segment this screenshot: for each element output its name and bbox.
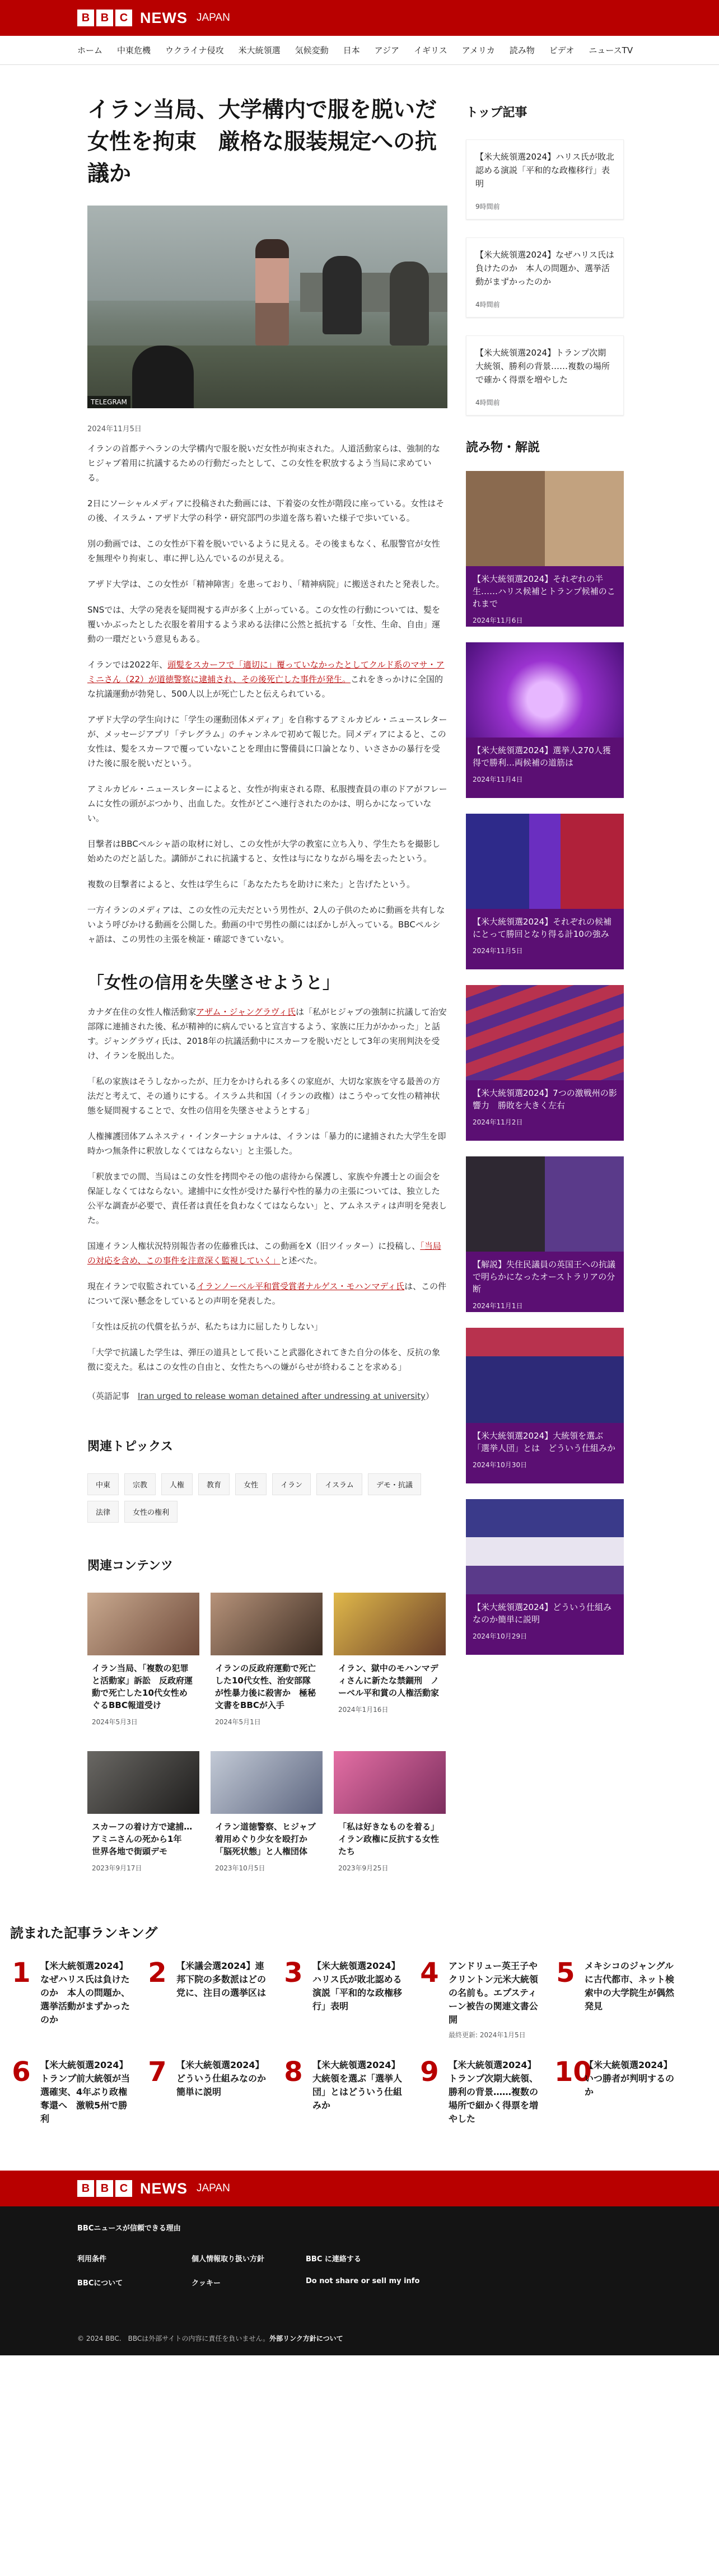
cookies-link[interactable]: クッキー [192,2279,221,2288]
article-paragraph: 「釈放までの間、当局はこの女性を拷問やその他の虐待から保護し、家族や弁護士との面会を保証しなくてはならない。逮捕中に女性が受けた暴行や性的暴力の主張については、独立した公平な調査が必要で、責任者は責任を負わなくてはならない」と、アムネスティは声明を発表した。 [87,1172,447,1225]
rank-title: 【米大統領選2024】トランプ次期大統領、勝利の背景……複数の場所で細かく得票を増やした [449,2060,539,2124]
top-story-title: 【米大統領選2024】トランプ次期大統領、勝利の背景……複数の場所で確かく得票を増やした [475,348,610,385]
article-paragraph: アミルカビル・ニュースレターによると、女性が拘束される際、私服捜査員の車のドアがフレームに女性の頭がぶつかり、出血した。女性がどこへ連行されたのかは、明らかになっていない。 [87,784,447,823]
english-article-link[interactable]: Iran urged to release woman detained after undressing at university [138,1391,426,1401]
about-bbc-link[interactable]: BBCについて [77,2279,123,2288]
feature-date: 2024年10月30日 [473,1461,527,1469]
article-hero-image [87,206,447,408]
mahsa-amini-link[interactable]: 頭髪をスカーフで「適切に」覆っていなかったとしてクルド系のマサ・アミニさん（22）が道徳警察に逮捕され、その後死亡した事件が発生。 [87,660,445,684]
nav-item-video[interactable]: ビデオ [549,45,575,55]
rank-number: 3 [284,1957,303,1989]
topic-tag[interactable]: 女性の権利 [124,1501,178,1523]
nav-item-us-election[interactable]: 米大統領選 [238,45,281,55]
article-paragraph: 国連イラン人権状況特別報告者の佐藤雅氏は、この動画をX（旧ツイッター）に投稿し、「当局の対応を含め、この事件を注意深く監視していく」と述べた。 [87,1241,441,1266]
feature-image [466,1156,624,1252]
related-card[interactable] [87,1751,199,1880]
article-paragraph: 一方イランのメディアは、この女性の元夫だという男性が、2人の子供のために動画を共有しないよう呼びかける動画を公開した。動画の中で男性の顔にはぼかしが入っている。BBCペルシャ語は、この男性の主張を検証・確認できていない。 [87,905,445,944]
topic-tag[interactable]: 人権 [161,1473,193,1495]
activist-link[interactable]: アザム・ジャングラヴィ氏 [196,1007,296,1017]
nav-item-ukraine[interactable]: ウクライナ侵攻 [165,45,224,55]
rank-title: アンドリュー英王子やクリントン元米大統領の名前も。エプスティーン被告の関連文書公開 [449,1961,539,2025]
top-story-time: 9時間前 [475,203,500,211]
nav-item-asia[interactable]: アジア [374,45,400,55]
main-navigation [0,36,719,65]
logo-japan-text: JAPAN [197,12,230,24]
topic-tag[interactable]: 宗教 [124,1473,156,1495]
rank-title: 【米大統領選2024】いつ勝者が判明するのか [585,2060,675,2097]
feature-title: 【解説】失住民議員の英国王への抗議で明らかになったオーストラリアの分断 [473,1259,616,1294]
feature-title: 【米大統領選2024】それぞれの候補にとって勝回となり得る計10の強み [473,917,612,939]
related-content-grid [87,1593,447,1880]
logo-box-c: C [115,10,132,26]
top-story-time: 4時間前 [475,301,500,309]
related-card[interactable] [334,1751,446,1880]
feature-date: 2024年11月4日 [473,776,523,783]
article-paragraph: 2日にソーシャルメディアに投稿された動画には、下着姿の女性が階段に座っている。女性はその後、イスラム・アザド大学の科学・研究部門の歩道を落ち着いた様子で歩いている。 [87,498,445,523]
logo-box-b1: B [77,10,94,26]
topic-tag[interactable]: イラン [272,1473,311,1495]
article-paragraph: SNSでは、大学の発表を疑問視する声が多く上がっている。この女性の行動については、髪を覆いかぶったとした衣服を着用するよう求める法律に公然と抵抗する「女性、生命、自由」運動の一環だという意見もある。 [87,605,441,644]
logo-japan-text: JAPAN [197,2182,230,2194]
nav-item-news-tv[interactable]: ニュースTV [589,45,633,55]
article-paragraph: 「私の家族はそうしなかったが、圧力をかけられる多くの家庭が、大切な家族を守る最善の方法だと考えて、その通りにする。イスラム共和国（イランの政権）はこうやって女性の精神状態を疑問視することで、女性の信用を失墜させようとする」 [87,1076,441,1116]
top-story-title: 【米大統領選2024】ハリス氏が敗北認める演説「平和的な政権移行」表明 [475,152,614,189]
feature-card[interactable] [466,471,624,627]
article-paragraph: イランの首都テヘランの大学構内で服を脱いだ女性が拘束された。人道活動家らは、強制的なヒジャブ着用に抗議するための行動だったとして、この女性を釈放するよう当局に求めている。 [87,444,441,483]
most-read-item[interactable] [282,1959,418,2040]
nobel-laureate-link[interactable]: イランノーベル平和賞受賞者ナルゲス・モハンマディ氏 [197,1281,405,1291]
related-title: イラン道徳警察、ヒジャブ着用めぐり少女を殴打か 「脳死状態」と人権団体 [215,1822,316,1856]
related-date: 2023年9月17日 [92,1864,142,1872]
related-date: 2024年1月16日 [338,1706,389,1714]
feature-card[interactable] [466,985,624,1141]
feature-image [466,814,624,909]
top-stories-list [466,139,624,416]
article-paragraph: カナダ在住の女性人権活動家アザム・ジャングラヴィ氏は「私がヒジャブの強制に抗議して治安部隊に連捕された後、私が精神的に病んでいると宣言するよう、家族に圧力がかかった」と話す。ジャングラヴィ氏は、2018年の抗議活動中にスカーフを脱いだとして3年の実刑判決を受け、イランを脱出した。 [87,1007,447,1061]
nav-item-middle-east[interactable]: 中東危機 [117,45,151,55]
most-read-item[interactable] [418,1959,554,2040]
logo-news-text: NEWS [140,2180,188,2197]
related-topics-heading: 関連トピックス [87,1440,173,1454]
rank-number: 9 [420,2056,439,2088]
feature-image [466,471,624,566]
nav-item-home[interactable]: ホーム [77,45,103,55]
feature-title: 【米大統領選2024】大統領を選ぶ「選挙人団」とは どういう仕組みか [473,1431,616,1453]
page-content [0,65,719,1880]
nav-item-japan[interactable]: 日本 [343,45,360,55]
related-title: イラン、獄中のモハンマディさんに新たな禁錮刑 ノーベル平和賞の人権活動家 [338,1663,440,1698]
feature-title: 【米大統領選2024】それぞれの半生……ハリス候補とトランプ候補のこれまで [473,574,615,609]
rank-number: 4 [420,1957,439,1989]
related-date: 2024年5月3日 [92,1718,138,1726]
nav-item-uk[interactable]: イギリス [414,45,447,55]
feature-card[interactable] [466,1156,624,1312]
contact-link[interactable]: BBC に連絡する [306,2255,361,2264]
rank-title: 【米大統領選2024】トランプ前大統領が当選確実、4年ぶり政権奪還へ 激戦5州で勝利 [40,2060,130,2124]
logo-box-b2: B [96,10,113,26]
nav-item-america[interactable]: アメリカ [461,45,495,55]
feature-card[interactable] [466,1499,624,1655]
external-links-policy-link[interactable]: 外部リンク方針について [269,2335,343,2342]
related-thumbnail [334,1593,446,1655]
copyright: © 2024 BBC. BBCは外部サイトの内容に責任を負いません。外部リンク方針について [77,2335,343,2342]
sidebar [466,65,624,1880]
related-date: 2024年5月1日 [215,1718,261,1726]
related-card[interactable] [211,1751,323,1880]
nav-item-features[interactable]: 読み物 [509,45,535,55]
rank-number: 6 [12,2056,31,2088]
rank-title: 【米大統領選2024】大統領を選ぶ「選挙人団」とはどういう仕組みか [312,2060,403,2111]
related-title: イランの反政府運動で死亡した10代女性、治安部隊が性暴力後に殺害か 極秘文書をBBCが入手 [215,1663,316,1710]
feature-date: 2024年11月6日 [473,617,523,624]
article-paragraph: 現在イランで収監されているイランノーベル平和賞受賞者ナルゲス・モハンマディ氏は、この件について深い懸念をしているとの声明を発表した。 [87,1281,447,1306]
terms-link[interactable]: 利用条件 [77,2255,107,2264]
rank-title: 【米大統領選2024】ハリス氏が敗北認める演説「平和的な政権移行」表明 [312,1961,403,2012]
article-subheading: 「女性の信用を失墜させようと」 [87,973,339,993]
article-paragraph: 目撃者はBBCペルシャ語の取材に対し、この女性が大学の教室に立ち入り、学生たちを撮影し始めたのだと話した。講師がこれに抗議すると、女性は与になりながら場を去ったという。 [87,839,441,864]
topic-tag[interactable]: 女性 [235,1473,267,1495]
article-paragraph: イランでは2022年、頭髪をスカーフで「適切に」覆っていなかったとしてクルド系のマサ・アミニさん（22）が道徳警察に逮捕され、その後死亡した事件が発生。これをきっかけに全国的な抗議運動が勃発し、500人以上が死亡したと伝えられている。 [87,660,445,699]
feature-date: 2024年11月1日 [473,1302,523,1310]
related-card[interactable] [211,1593,323,1734]
feature-title: 【米大統領選2024】7つの激戦州の影響力 勝敗を大きく左右 [473,1088,617,1110]
feature-title: 【米大統領選2024】選挙人270人獲得で勝利…両候補の道筋は [473,745,611,768]
logo-box-b1: B [77,2180,94,2197]
most-read-item[interactable] [10,1959,146,2040]
rank-number: 5 [556,1957,575,1989]
rank-title: メキシコのジャングルに古代都市、ネット検索中の大学院生が偶然発見 [585,1961,675,2012]
rank-number: 8 [284,2056,303,2088]
article-paragraph: アザド大学の学生向けに「学生の運動団体メディア」を自称するアミルカビル・ニュースレターが、メッセージアプリ「テレグラム」のチャンネルで初めて報じた。同メディアによると、この女性は、髪をスカーフで覆っていないことを理由に警備員に口論となり、いささかの暴行を受けた後に服を脱いだという。 [87,715,447,768]
feature-card[interactable] [466,814,624,969]
related-date: 2023年9月25日 [338,1864,389,1872]
article-paragraph: 別の動画では、この女性が下着を脱いでいるように見える。その後まもなく、私服警官が女性を無理やり拘束し、車に押し込んでいるのが見える。 [87,539,440,563]
article-paragraph: アザド大学は、この女性が「精神障害」を患っており、「精神病院」に搬送されたと発表した。 [87,579,445,589]
rank-title: 【米大統領選2024】なぜハリス氏は負けたのか 本人の問題か、選挙活動がまずかったのか [40,1961,130,2025]
rank-number: 1 [12,1957,31,1989]
topic-tag[interactable]: デモ・抗議 [368,1473,421,1495]
most-read-item[interactable] [146,2056,282,2126]
article-column [87,65,447,1880]
rank-title: 【米議会選2024】連邦下院の多数派はどの党に、注目の選挙区は [176,1961,267,1998]
topic-tag[interactable]: 教育 [198,1473,230,1495]
related-topics-list [87,1473,447,1523]
logo-box-c: C [115,2180,132,2197]
related-title: イラン当局、「複数の犯罪と活動家」訴訟 反政府運動で死亡した10代女性めぐるBBC報道受け [92,1663,193,1710]
most-read-item[interactable] [554,2056,690,2126]
related-card[interactable] [334,1593,446,1734]
most-read-item[interactable] [554,1959,690,2040]
feature-image [466,1499,624,1594]
features-heading: 読み物・解説 [466,441,540,455]
feature-image [466,985,624,1080]
site-footer [0,2171,719,2355]
english-source: （英語記事 Iran urged to release woman detained after undressing at university） [87,1391,434,1401]
nav-item-climate[interactable]: 気候変動 [295,45,329,55]
top-story-item[interactable] [466,237,624,318]
footer-links [0,2253,719,2301]
feature-image [466,642,624,738]
most-read-heading: 読まれた記事ランキング [10,1925,158,1941]
most-read-item[interactable] [10,2056,146,2126]
related-thumbnail [334,1751,446,1814]
top-story-time: 4時間前 [475,399,500,407]
rank-number: 7 [148,2056,167,2088]
article-paragraph: 人権擁護団体アムネスティ・インターナショナルは、イランは「暴力的に逮捕された大学生を即時かつ無条件に釈放しなくてはならない」と主張した。 [87,1131,446,1156]
feature-card[interactable] [466,642,624,798]
article-paragraph: 「大学で抗議した学生は、弾圧の道具として長いこと武器化されてきた自分の体を、反抗の象徴に変えた。私はこの女性の自由と、女性たちへの嫌がらせが終わることを求める」 [87,1347,441,1372]
topic-tag[interactable]: イスラム [316,1473,362,1495]
feature-date: 2024年11月5日 [473,947,523,955]
top-story-item[interactable] [466,335,624,416]
top-story-title: 【米大統領選2024】なぜハリス氏は負けたのか 本人の問題か、選挙活動がまずかったのか [475,250,614,287]
rank-number: 10 [554,2056,592,2088]
related-thumbnail [87,1751,199,1814]
article-body [87,441,447,1403]
privacy-link[interactable]: 個人情報取り扱い方針 [192,2255,265,2264]
feature-card[interactable] [466,1328,624,1483]
feature-image [466,1328,624,1423]
why-trust-bbc-link[interactable]: BBCニュースが信頼できる理由 [77,2224,181,2233]
related-thumbnail [87,1593,199,1655]
article-title: イラン当局、大学構内で服を脱いだ女性を拘束 厳格な服装規定への抗議か [87,97,437,186]
related-content-heading: 関連コンテンツ [87,1559,173,1573]
related-thumbnail [211,1593,323,1655]
related-title: スカーフの着け方で逮捕…アミニさんの死から1年 世界各地で街頭デモ [92,1822,193,1856]
related-date: 2023年10月5日 [215,1864,265,1872]
do-not-sell-link[interactable]: Do not share or sell my info [306,2277,420,2285]
topic-tag[interactable]: 中東 [87,1473,119,1495]
feature-title: 【米大統領選2024】どういう仕組みなのか簡単に説明 [473,1602,612,1625]
un-rapporteur-link[interactable]: 「当局の対応を含め、この事件を注意深く監視していく」 [87,1241,441,1266]
top-bar [0,0,719,36]
rank-title: 【米大統領選2024】どういう仕組みなのか簡単に説明 [176,2060,267,2097]
related-card[interactable] [87,1593,199,1734]
rank-updated: 最終更新: 2024年1月5日 [449,2031,526,2039]
most-read-item[interactable] [282,2056,418,2126]
footer-bar [0,2171,719,2206]
feature-date: 2024年11月2日 [473,1118,523,1126]
image-credit: TELEGRAM [87,396,130,408]
top-story-item[interactable] [466,139,624,220]
footer-logo[interactable] [77,2180,230,2197]
related-thumbnail [211,1751,323,1814]
related-title: 「私は好きなものを着る」 イラン政権に反抗する女性たち [338,1822,440,1856]
bbc-news-japan-logo[interactable] [77,10,230,27]
topic-tag[interactable]: 法律 [87,1501,119,1523]
logo-news-text: NEWS [140,9,188,26]
rank-number: 2 [148,1957,167,1989]
article-paragraph: 複数の目撃者によると、女性は学生らに「あなたたちを助けに来た」と告げたという。 [87,879,415,889]
most-read-item[interactable] [418,2056,554,2126]
article-paragraph: 「女性は反抗の代償を払うが、私たちは力に屈したりしない」 [87,1322,323,1332]
article-date: 2024年11月5日 [87,425,142,433]
logo-box-b2: B [96,2180,113,2197]
most-read-list [0,1959,719,2126]
feature-date: 2024年10月29日 [473,1632,527,1640]
top-stories-heading: トップ記事 [466,106,527,120]
most-read-item[interactable] [146,1959,282,2040]
